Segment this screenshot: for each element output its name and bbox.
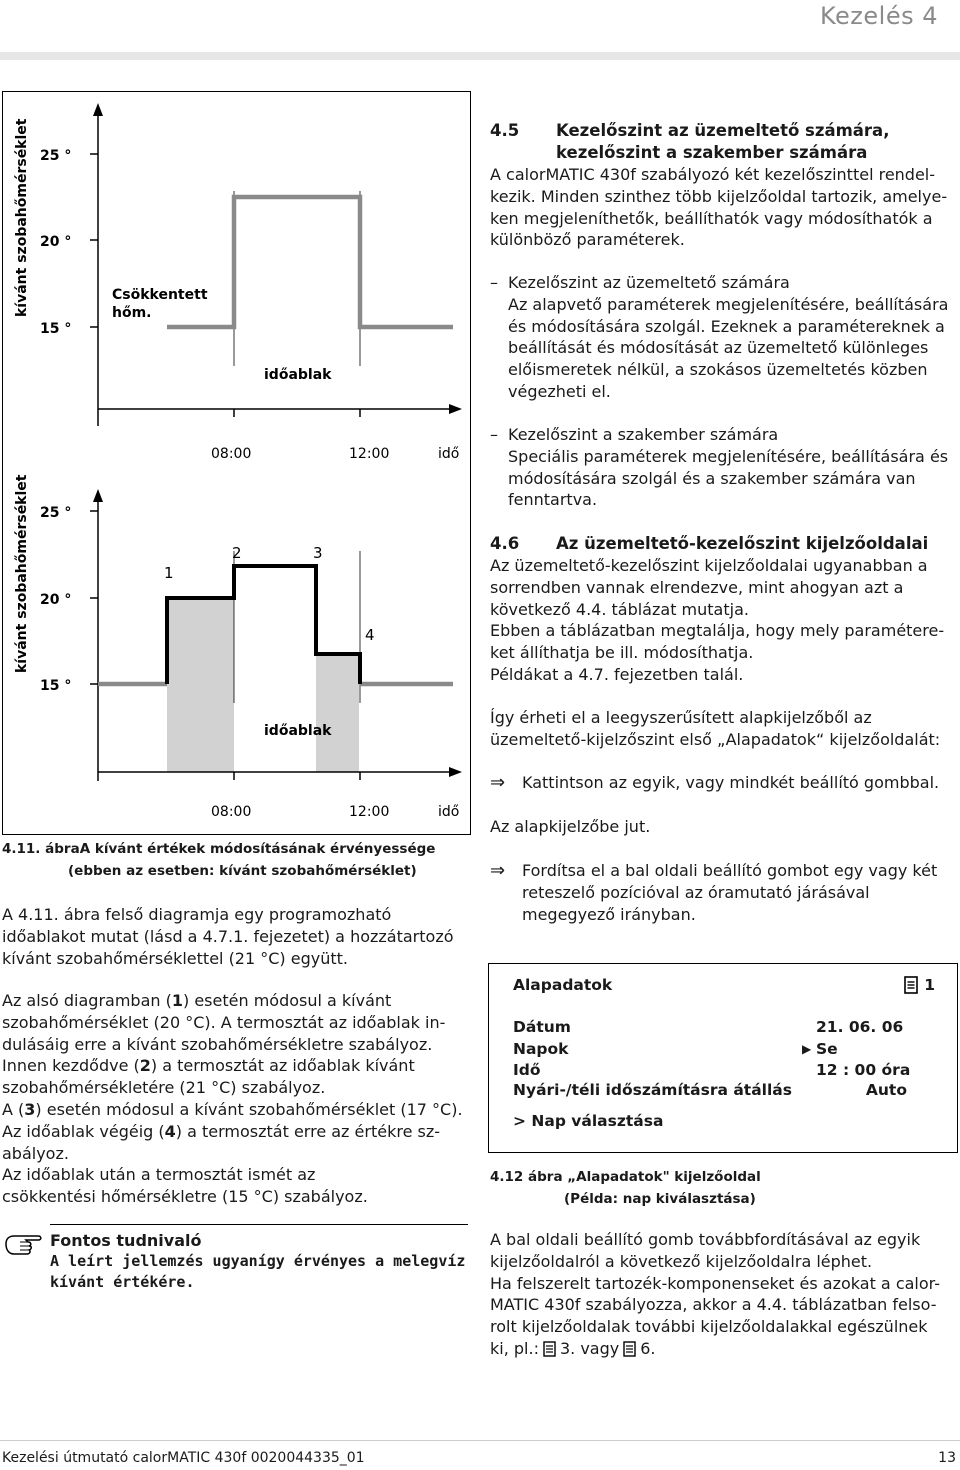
footer-document-title: Kezelési útmutató calorMATIC 430f 0020044335_01: [2, 1450, 365, 1466]
text-line: Ha felszerelt tartozék-komponenseket és azokat a calor-: [490, 1273, 940, 1293]
step-1-text: Kattintson az egyik, vagy mindkét beállító gombbal.: [522, 773, 940, 792]
arrow-right-icon: ⇒: [490, 860, 506, 881]
footer-page-number: 13: [938, 1450, 956, 1466]
top-ylabel: kívánt szobahőmérséklet: [14, 118, 30, 317]
display-day-selector[interactable]: [802, 1040, 838, 1058]
bottom-tick-25: 25 °: [40, 505, 72, 521]
text-line: A (3) esetén módosul a kívánt szobahőmérséklet (17 °C).: [2, 1099, 463, 1119]
text-line: Speciális paraméterek megjelenítésére, beállítására és: [508, 446, 949, 466]
notice-body-line-2: kívánt értékére.: [50, 1273, 195, 1291]
text-line: ken megjeleníthetők, beállíthatók vagy módosíthatók a: [490, 208, 933, 228]
top-x-label: idő: [438, 446, 460, 462]
bottom-x-tick-1200: 12:00: [349, 804, 390, 820]
section-4-6-heading: [490, 533, 958, 555]
text-line: előismeretek nélkül, a szokásos üzemeltetés közben: [508, 360, 928, 380]
display-time-value: 12 : 00 óra: [816, 1061, 911, 1079]
final-paragraph: [490, 1229, 958, 1360]
left-paragraph-2: [2, 990, 463, 1208]
text-line: MATIC 430f szabályozza, akkor a 4.4. táblázatban felso-: [490, 1295, 937, 1315]
top-tick-25: 25 °: [40, 148, 72, 164]
display-page-number: 1: [924, 976, 935, 994]
section-4-5-title-line: Kezelőszint az üzemeltető számára,: [556, 121, 890, 140]
cursor-arrow-icon: ▶: [802, 1042, 812, 1056]
text-line: Az időablak után a termosztát ismét az: [2, 1165, 316, 1185]
caption-title: „Alapadatok" kijelzőoldal: [567, 1169, 761, 1185]
text-line: rolt kijelzőoldalak további kijelzőoldalakkal egészülnek: [490, 1317, 928, 1337]
text-line: Kezelőszint az üzemeltető számára: [508, 273, 790, 292]
text-line: Példákat a 4.7. fejezetben talál.: [490, 664, 744, 684]
text-line: Kezelőszint a szakember számára: [508, 425, 779, 444]
display-dst-label: Nyári-/téli időszámításra átállás: [513, 1081, 792, 1099]
step-1-result: Az alapkijelzőbe jut.: [490, 817, 651, 836]
dash-item-specialist: [490, 424, 958, 511]
section-4-5-title-line: kezelőszint a szakember számára: [556, 142, 868, 162]
text-line: módosítására szolgál és a szakember számára van: [508, 468, 916, 488]
text-line: üzemeltető-kijelzőszint első „Alapadatok“ kijelzőoldalát:: [490, 729, 941, 749]
section-4-6-number: 4.6: [490, 534, 520, 553]
dash-bullet: –: [490, 425, 498, 444]
top-diagram: [2, 91, 471, 471]
text-line: és módosítására szolgál. Ezeknek a paramétereknek a: [508, 316, 945, 336]
text-line: ket állíthatja be ill. módosíthatja.: [490, 643, 754, 663]
arrow-right-icon: ⇒: [490, 772, 506, 793]
text-line: kívánt szobahőmérséklettel (21 °C) együtt.: [2, 948, 348, 968]
marker-3: 3: [313, 544, 323, 562]
text-line: Az alapvető paraméterek megjelenítésére, beállítására: [508, 294, 949, 314]
marker-2: 2: [232, 544, 242, 562]
notice-body-line-1: A leírt jellemzés ugyanígy érvényes a melegvíz: [50, 1252, 466, 1270]
text-line: kijelzőoldalról a következő kijelzőoldalra léphet.: [490, 1251, 873, 1271]
bottom-x-label: idő: [438, 804, 460, 820]
notice-block: [50, 1230, 465, 1293]
step-1: [490, 772, 958, 794]
text-line: Így érheti el a leegyszerűsített alapkijelzőből az: [490, 708, 872, 727]
top-tick-15: 15 °: [40, 321, 72, 337]
text-line: végezheti el.: [508, 381, 611, 401]
marker-1: 1: [164, 564, 174, 582]
text-line: A 4.11. ábra felső diagramja egy programozható: [2, 905, 392, 924]
text-line: Ebben a táblázatban megtalálja, hogy mely paramétere-: [490, 621, 945, 641]
caption-number: 4.12 ábra: [490, 1169, 563, 1185]
display-date-label: Dátum: [513, 1018, 571, 1036]
dash-item-operator: [490, 272, 958, 403]
text-line: dulásáig erre a kívánt szobahőmérsékletre szabályoz.: [2, 1034, 433, 1054]
pointing-hand-icon: [4, 1230, 46, 1256]
page-icon: [623, 1341, 636, 1357]
text-line: időablakot mutat (lásd a 4.7.1. fejezetet) a hozzátartozó: [2, 926, 454, 946]
top-tick-20: 20 °: [40, 234, 72, 250]
bottom-window-label: időablak: [264, 723, 332, 739]
text-line: Az alsó diagramban (1) esetén módosul a kívánt: [2, 991, 392, 1010]
header-rule: [0, 52, 960, 60]
left-paragraph-1: [2, 904, 454, 969]
bottom-tick-15: 15 °: [40, 678, 72, 694]
text-line: kezik. Minden szinthez több kijelzőoldal tartozik, amelye-: [490, 186, 948, 206]
section-4-6-title: Az üzemeltető-kezelőszint kijelzőoldalai: [556, 534, 929, 553]
display-day-label: Napok: [513, 1040, 569, 1058]
caption-subtitle: (Példa: nap kiválasztása): [564, 1191, 756, 1207]
top-reduced-label-2: hőm.: [112, 305, 152, 321]
text-line: Az üzemeltető-kezelőszint kijelzőoldalai ugyanabban a: [490, 556, 928, 575]
display-day-value: Se: [816, 1040, 838, 1058]
bottom-x-tick-0800: 08:00: [211, 804, 252, 820]
section-4-5-number: 4.5: [490, 121, 520, 140]
section-4-6-body: [490, 555, 958, 686]
top-window-label: időablak: [264, 367, 332, 383]
page-icon: [904, 976, 918, 994]
caption-line-1: A kívánt értékek módosításának érvényessége: [79, 841, 436, 857]
marker-4: 4: [365, 626, 375, 644]
top-reduced-label-1: Csökkentett: [112, 287, 208, 303]
text-line: fenntartva.: [508, 490, 598, 510]
bottom-tick-20: 20 °: [40, 592, 72, 608]
dash-bullet: –: [490, 273, 498, 292]
text-line: ki, pl.: 3. vagy 6.: [490, 1338, 656, 1358]
page-icon: [543, 1341, 556, 1357]
section-4-5-body: [490, 164, 958, 251]
text-line: A bal oldali beállító gomb továbbfordításával az egyik: [490, 1230, 921, 1249]
display-screen-basic-data: [488, 963, 958, 1153]
text-line: szobahőmérséklet (20 °C). A termosztát az időablak in-: [2, 1012, 446, 1032]
display-time-label: Idő: [513, 1061, 541, 1079]
intro-text: [490, 707, 958, 751]
section-4-5-heading: [490, 120, 958, 164]
text-line: Innen kezdődve (2) a termosztát az időablak kívánt: [2, 1056, 415, 1076]
text-line: következő 4.4. táblázat mutatja.: [490, 599, 749, 619]
text-line: reteszelő pozícióval az óramutató járásával: [522, 882, 870, 902]
text-line: különböző paraméterek.: [490, 230, 685, 250]
top-x-tick-0800: 08:00: [211, 446, 252, 462]
top-x-tick-1200: 12:00: [349, 446, 390, 462]
notice-title: Fontos tudnivaló: [50, 1231, 202, 1250]
text-line: Az időablak végéig (4) a termosztát erre az értékre sz-: [2, 1121, 440, 1141]
caption-number: 4.11. ábra: [2, 841, 80, 857]
text-line: abályoz.: [2, 1143, 69, 1163]
display-dst-value: Auto: [865, 1081, 907, 1099]
notice-rule: [50, 1224, 468, 1225]
caption-line-2: (ebben az esetben: kívánt szobahőmérséklet): [68, 863, 417, 879]
display-action[interactable]: > Nap választása: [513, 1112, 664, 1130]
bottom-ylabel: kívánt szobahőmérséklet: [14, 474, 30, 673]
display-page-indicator: [904, 976, 935, 994]
footer-rule: [0, 1440, 960, 1441]
figure-4-12-caption: [490, 1166, 761, 1210]
text-line: sorrendben vannak elrendezve, mint ahogyan azt a: [490, 577, 904, 597]
display-title: Alapadatok: [513, 976, 613, 994]
bottom-diagram: [2, 471, 471, 831]
text-line: csökkentési hőmérsékletre (15 °C) szabályoz.: [2, 1187, 368, 1207]
page-header-title: Kezelés 4: [819, 2, 938, 30]
text-line: megegyező irányban.: [522, 904, 696, 924]
step-2: [490, 860, 958, 925]
text-line: A calorMATIC 430f szabályozó két kezelőszinttel rendel-: [490, 165, 936, 184]
text-line: szobahőmérsékletére (21 °C) szabályoz.: [2, 1078, 326, 1098]
text-line: beállítását és módosítását az üzemeltető különleges: [508, 338, 929, 358]
display-date-value: 21. 06. 06: [816, 1018, 904, 1036]
figure-4-11-caption: [2, 838, 435, 882]
text-line: Fordítsa el a bal oldali beállító gombot egy vagy két: [522, 861, 938, 880]
